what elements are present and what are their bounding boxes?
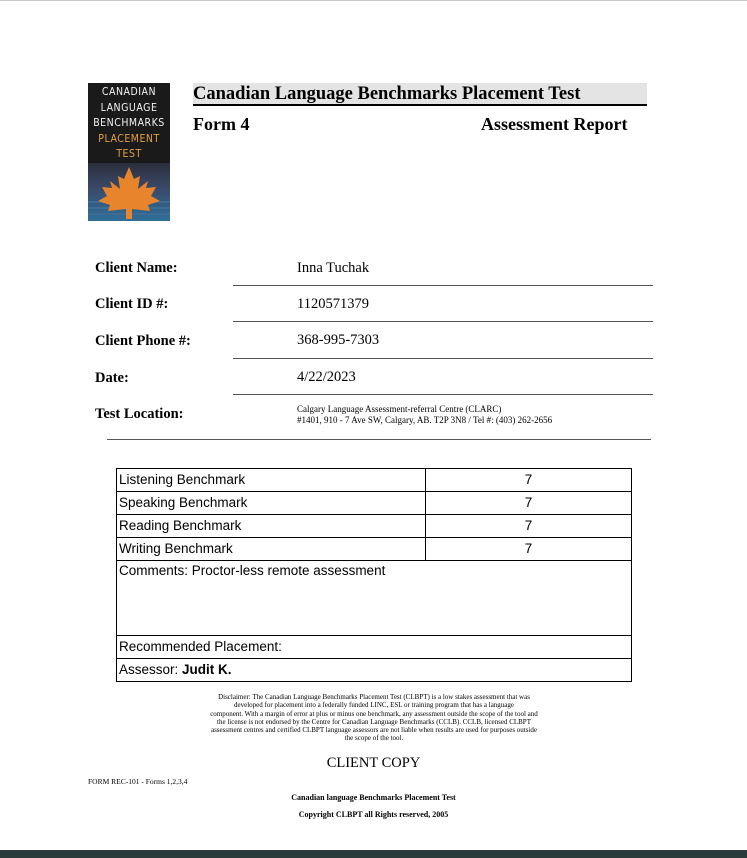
page-top-border (0, 0, 747, 1)
date-label: Date: (95, 370, 129, 386)
benchmark-value: 7 (426, 492, 632, 515)
table-row (117, 659, 632, 682)
table-row (117, 561, 632, 636)
report-type: Assessment Report (481, 114, 628, 134)
date-value: 4/22/2023 (297, 369, 356, 385)
client-copy-label: CLIENT COPY (326, 755, 421, 771)
disclaimer-line: assessment centres and certified CLBPT language assessors are not liable when results are used for purposes outside (210, 726, 538, 735)
recommended-placement-cell: Recommended Placement: (117, 636, 632, 659)
test-location-line-1: Calgary Language Assessment-referral Centre (CLARC) (297, 404, 502, 414)
table-row (117, 636, 632, 659)
disclaimer-line: component. With a margin of error at plus or minus one benchmark, any assessment outside the scope of the tool and (210, 709, 538, 718)
maple-leaf-icon (88, 163, 170, 221)
assessor-cell (117, 659, 632, 682)
disclaimer-line: the scope of the tool. (344, 734, 404, 743)
logo-line-2: LANGUAGE (100, 101, 158, 114)
logo-text (88, 85, 170, 163)
title-bar (193, 83, 647, 106)
copyright: Copyright CLBPT all Rights reserved, 2005 (298, 810, 449, 819)
assessor-name: Judit K. (182, 662, 232, 677)
assessor-label: Assessor: (119, 662, 183, 677)
page-title: Canadian Language Benchmarks Placement Test (193, 84, 581, 104)
client-name-label: Client Name: (95, 260, 178, 276)
client-phone-label: Client Phone #: (95, 333, 191, 349)
disclaimer-line: Disclaimer: The Canadian Language Benchmarks Placement Test (CLBPT) is a low stakes assessment that was (218, 693, 530, 701)
client-phone-value: 368-995-7303 (297, 332, 380, 348)
benchmark-label: Listening Benchmark (117, 469, 426, 492)
field-underline (233, 358, 653, 359)
logo-line-5: TEST (116, 148, 142, 160)
table-row (117, 515, 632, 538)
viewer-bottom-bar (0, 850, 747, 858)
benchmark-value: 7 (426, 469, 632, 492)
logo-line-4: PLACEMENT (98, 132, 160, 145)
client-id-label: Client ID #: (95, 296, 169, 312)
client-id-value: 1120571379 (297, 296, 369, 312)
benchmark-value: 7 (426, 515, 632, 538)
field-underline (233, 321, 653, 322)
section-divider (107, 439, 651, 440)
form-number: Form 4 (193, 114, 250, 134)
clbpt-logo (88, 83, 170, 221)
test-location-value (297, 404, 552, 426)
disclaimer (182, 693, 566, 743)
test-location-label: Test Location: (95, 406, 184, 422)
table-row (117, 469, 632, 492)
table-row (117, 538, 632, 561)
test-location-line-2: #1401, 910 - 7 Ave SW, Calgary, AB. T2P 3N8 / Tel #: (403) 262-2656 (297, 415, 553, 425)
benchmark-label: Speaking Benchmark (117, 492, 426, 515)
field-underline (233, 394, 653, 395)
form-reference: FORM REC-101 - Forms 1,2,3,4 (88, 777, 188, 786)
benchmark-value: 7 (426, 538, 632, 561)
disclaimer-line: the license is not endorsed by the Centre for Canadian Language Benchmarks (CCLB). CCLB, licensed CLBPT (217, 717, 531, 726)
benchmark-label: Writing Benchmark (117, 538, 426, 561)
field-underline (233, 285, 653, 286)
client-name-value: Inna Tuchak (297, 260, 370, 276)
logo-line-3: BENCHMARKS (93, 117, 165, 129)
comments-cell: Comments: Proctor-less remote assessment (117, 561, 632, 636)
logo-line-1: CANADIAN (101, 86, 157, 98)
benchmark-label: Reading Benchmark (117, 515, 426, 538)
benchmark-table (116, 468, 632, 682)
table-row (117, 492, 632, 515)
footer-title: Canadian language Benchmarks Placement Test (291, 793, 456, 802)
disclaimer-line: developed for placement into a federally funded LINC, ESL or training program that has a language (233, 701, 515, 710)
